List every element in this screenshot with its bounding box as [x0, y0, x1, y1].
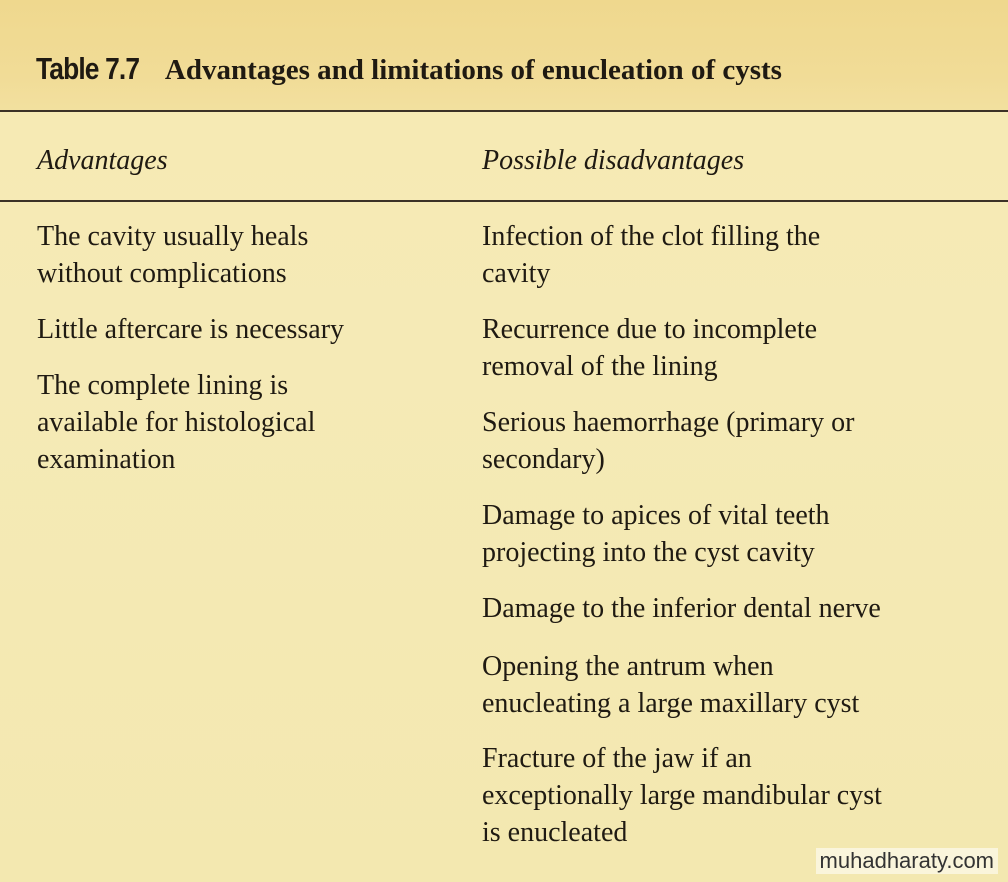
table-number: Table 7.7 [36, 51, 140, 86]
disadvantage-line: removal of the lining [482, 351, 718, 382]
disadvantage-line: Recurrence due to incomplete [482, 314, 818, 345]
disadvantage-line: exceptionally large mandibular cyst [482, 780, 882, 811]
advantage-item [37, 367, 457, 478]
disadvantage-line: secondary) [482, 444, 605, 475]
disadvantage-item [482, 740, 992, 851]
disadvantage-item [482, 404, 992, 478]
disadvantage-item [482, 311, 992, 385]
disadvantage-line: Damage to the inferior dental nerve [482, 593, 881, 624]
disadvantage-line: Fracture of the jaw if an [482, 743, 752, 774]
site-watermark: muhadharaty.com [816, 848, 998, 874]
disadvantage-line: Serious haemorrhage (primary or [482, 407, 855, 438]
table-caption: Advantages and limitations of enucleation of cysts [164, 54, 782, 86]
disadvantage-line: is enucleated [482, 817, 628, 848]
advantage-line: Little aftercare is necessary [37, 314, 345, 345]
disadvantage-line: Infection of the clot filling the [482, 221, 821, 252]
advantage-line: available for histological [37, 407, 316, 438]
header-advantages: Advantages [37, 145, 168, 176]
advantage-line: The cavity usually heals [37, 221, 309, 252]
disadvantage-line: cavity [482, 258, 551, 289]
disadvantage-line: enucleating a large maxillary cyst [482, 688, 860, 719]
disadvantage-line: projecting into the cyst cavity [482, 537, 815, 568]
advantage-line: examination [37, 444, 176, 475]
disadvantage-item [482, 648, 992, 722]
disadvantage-item [482, 590, 992, 627]
advantage-line: without complications [37, 258, 287, 289]
top-rule [0, 110, 1008, 112]
table-title [36, 44, 782, 95]
header-rule [0, 200, 1008, 202]
advantage-item [37, 218, 457, 292]
header-disadvantages: Possible disadvantages [482, 145, 745, 176]
disadvantage-item [482, 218, 992, 292]
advantage-item [37, 311, 457, 348]
disadvantage-line: Opening the antrum when [482, 651, 774, 682]
advantage-line: The complete lining is [37, 370, 289, 401]
disadvantage-line: Damage to apices of vital teeth [482, 500, 830, 531]
disadvantage-item [482, 497, 992, 571]
